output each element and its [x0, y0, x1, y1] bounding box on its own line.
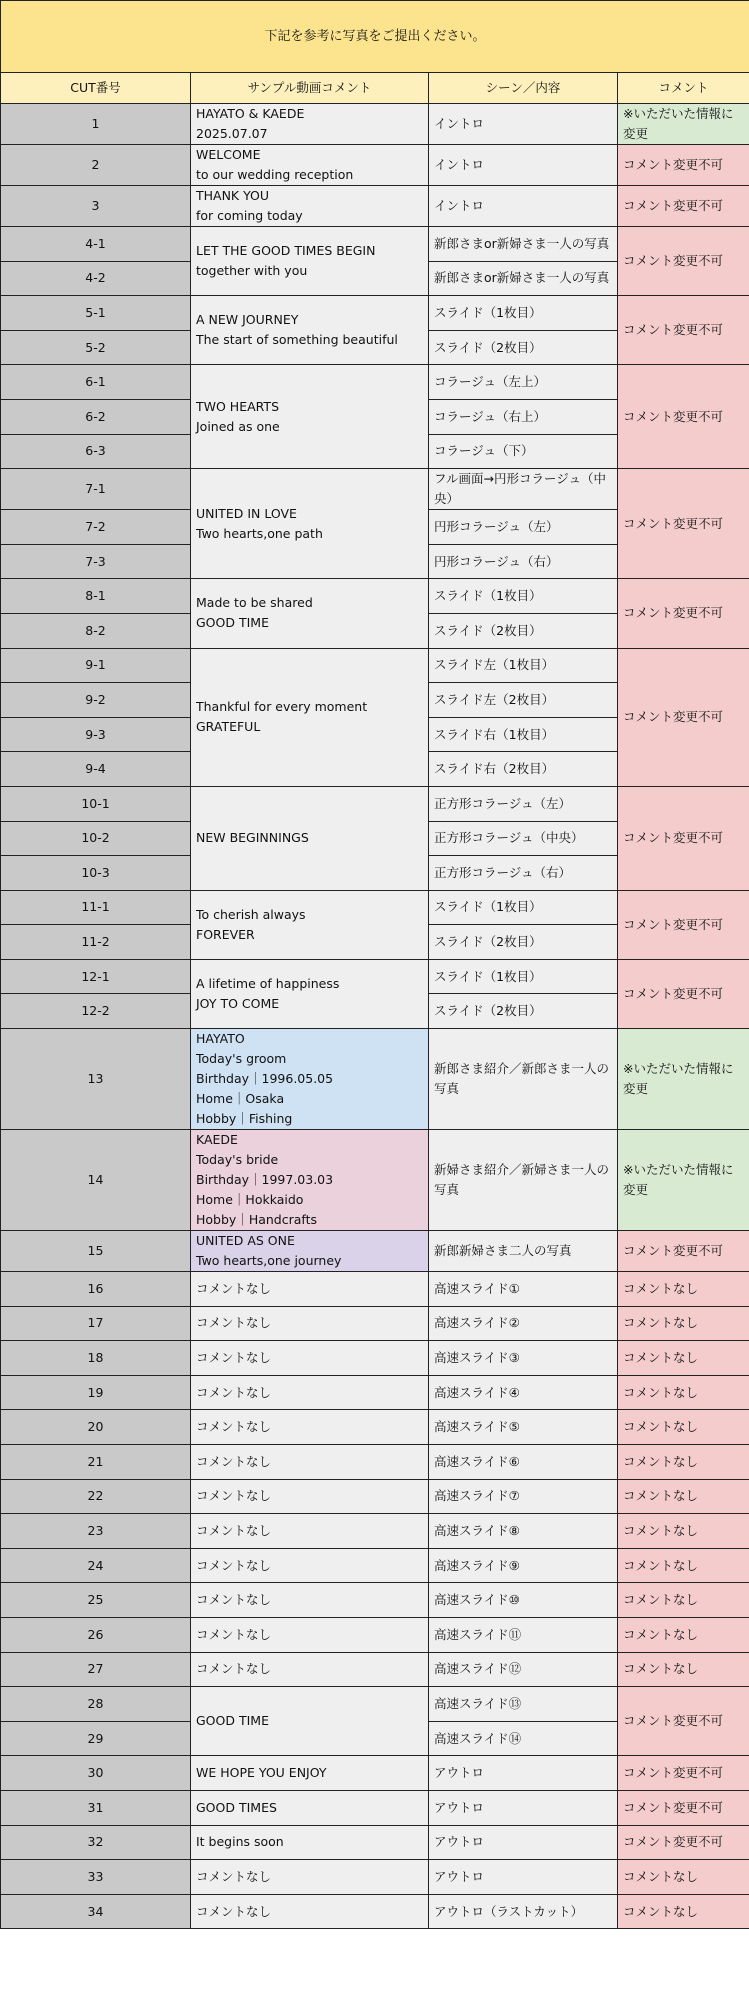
- table-row: [1, 786, 749, 821]
- comment-note-cell: コメントなし: [618, 1652, 749, 1687]
- scene-cell: 高速スライド⑫: [429, 1652, 618, 1687]
- scene-cell: スライド右（2枚目）: [429, 752, 618, 787]
- scene-cell: 高速スライド⑬: [429, 1687, 618, 1722]
- scene-cell: アウトロ: [429, 1825, 618, 1860]
- sample-comment-cell: KAEDE Today's bride Birthday｜1997.03.03 Home｜Hokkaido Hobby｜Handcrafts: [191, 1130, 429, 1231]
- cut-number-cell: 12-1: [1, 959, 191, 994]
- comment-note-cell: コメントなし: [618, 1445, 749, 1480]
- sample-comment-cell: コメントなし: [191, 1652, 429, 1687]
- table-row: [1, 959, 749, 994]
- cut-number-cell: 2: [1, 145, 191, 186]
- table-row: [1, 1375, 749, 1410]
- cut-number-cell: 32: [1, 1825, 191, 1860]
- cut-number-cell: 21: [1, 1445, 191, 1480]
- sample-comment-cell: コメントなし: [191, 1445, 429, 1480]
- sample-comment-cell: コメントなし: [191, 1341, 429, 1376]
- scene-cell: アウトロ（ラストカット）: [429, 1894, 618, 1929]
- scene-cell: 新郎さまor新婦さま一人の写真: [429, 227, 618, 262]
- cut-number-cell: 25: [1, 1583, 191, 1618]
- scene-cell: コラージュ（下）: [429, 434, 618, 469]
- table-row: [1, 1860, 749, 1895]
- sample-comment-cell: Thankful for every moment GRATEFUL: [191, 648, 429, 786]
- comment-note-cell: コメント変更不可: [618, 186, 749, 227]
- scene-cell: 正方形コラージュ（中央）: [429, 821, 618, 856]
- cut-number-cell: 10-3: [1, 856, 191, 891]
- comment-note-cell: コメント変更不可: [618, 145, 749, 186]
- sample-comment-cell: Made to be shared GOOD TIME: [191, 579, 429, 648]
- table-row: [1, 145, 749, 186]
- cut-number-cell: 6-2: [1, 399, 191, 434]
- cut-number-cell: 4-2: [1, 261, 191, 296]
- scene-cell: 新郎さまor新婦さま一人の写真: [429, 261, 618, 296]
- cut-number-cell: 10-2: [1, 821, 191, 856]
- sample-comment-cell: コメントなし: [191, 1375, 429, 1410]
- table-row: [1, 1894, 749, 1929]
- comment-note-cell: コメント変更不可: [618, 579, 749, 648]
- scene-cell: 正方形コラージュ（右）: [429, 856, 618, 891]
- scene-cell: スライド左（1枚目）: [429, 648, 618, 683]
- scene-cell: スライド（1枚目）: [429, 959, 618, 994]
- cut-number-cell: 3: [1, 186, 191, 227]
- comment-note-cell: コメントなし: [618, 1618, 749, 1653]
- cut-number-cell: 8-2: [1, 613, 191, 648]
- sample-comment-cell: NEW BEGINNINGS: [191, 786, 429, 890]
- cut-number-cell: 28: [1, 1687, 191, 1722]
- sample-comment-cell: GOOD TIMES: [191, 1790, 429, 1825]
- table-row: [1, 1445, 749, 1480]
- table-body: [1, 104, 749, 1929]
- comment-note-cell: コメントなし: [618, 1860, 749, 1895]
- table-row: [1, 365, 749, 400]
- sample-comment-cell: GOOD TIME: [191, 1687, 429, 1756]
- cut-number-cell: 7-1: [1, 469, 191, 510]
- scene-cell: イントロ: [429, 104, 618, 145]
- sample-comment-cell: コメントなし: [191, 1479, 429, 1514]
- table-row: [1, 104, 749, 145]
- comment-note-cell: コメントなし: [618, 1341, 749, 1376]
- cut-number-cell: 27: [1, 1652, 191, 1687]
- table-row: [1, 1652, 749, 1687]
- table-row: [1, 1130, 749, 1231]
- scene-cell: 高速スライド④: [429, 1375, 618, 1410]
- comment-note-cell: コメント変更不可: [618, 786, 749, 890]
- cut-number-cell: 6-3: [1, 434, 191, 469]
- comment-note-cell: ※いただいた情報に変更: [618, 104, 749, 145]
- scene-cell: フル画面→円形コラージュ（中央）: [429, 469, 618, 510]
- sample-comment-cell: コメントなし: [191, 1272, 429, 1307]
- table-row: [1, 579, 749, 614]
- cut-number-cell: 23: [1, 1514, 191, 1549]
- scene-cell: コラージュ（右上）: [429, 399, 618, 434]
- scene-cell: 新郎新婦さま二人の写真: [429, 1231, 618, 1272]
- table-row: [1, 1341, 749, 1376]
- header-scene: シーン／内容: [429, 73, 618, 104]
- scene-cell: 新婦さま紹介／新婦さま一人の写真: [429, 1130, 618, 1231]
- scene-cell: 高速スライド③: [429, 1341, 618, 1376]
- scene-cell: 高速スライド①: [429, 1272, 618, 1307]
- comment-note-cell: コメント変更不可: [618, 365, 749, 469]
- sample-comment-cell: UNITED AS ONE Two hearts,one journey: [191, 1231, 429, 1272]
- scene-cell: 高速スライド②: [429, 1306, 618, 1341]
- comment-note-cell: コメント変更不可: [618, 1790, 749, 1825]
- scene-cell: 円形コラージュ（左）: [429, 510, 618, 545]
- cut-number-cell: 12-2: [1, 994, 191, 1029]
- sample-comment-cell: コメントなし: [191, 1618, 429, 1653]
- sample-comment-cell: TWO HEARTS Joined as one: [191, 365, 429, 469]
- sample-comment-cell: コメントなし: [191, 1410, 429, 1445]
- scene-cell: スライド左（2枚目）: [429, 683, 618, 718]
- scene-cell: スライド（2枚目）: [429, 994, 618, 1029]
- sample-comment-cell: コメントなし: [191, 1548, 429, 1583]
- scene-cell: イントロ: [429, 186, 618, 227]
- sample-comment-cell: UNITED IN LOVE Two hearts,one path: [191, 469, 429, 579]
- scene-cell: イントロ: [429, 145, 618, 186]
- table-row: [1, 469, 749, 510]
- comment-note-cell: コメント変更不可: [618, 1231, 749, 1272]
- cut-number-cell: 33: [1, 1860, 191, 1895]
- comment-note-cell: コメント変更不可: [618, 469, 749, 579]
- scene-cell: 高速スライド⑤: [429, 1410, 618, 1445]
- cut-number-cell: 4-1: [1, 227, 191, 262]
- comment-note-cell: ※いただいた情報に変更: [618, 1029, 749, 1130]
- comment-note-cell: コメント変更不可: [618, 959, 749, 1028]
- comment-note-cell: コメントなし: [618, 1375, 749, 1410]
- scene-cell: 高速スライド⑨: [429, 1548, 618, 1583]
- comment-note-cell: コメント変更不可: [618, 1825, 749, 1860]
- sample-comment-cell: A lifetime of happiness JOY TO COME: [191, 959, 429, 1028]
- comment-note-cell: コメントなし: [618, 1410, 749, 1445]
- scene-cell: スライド（1枚目）: [429, 890, 618, 925]
- cut-number-cell: 5-2: [1, 330, 191, 365]
- table-row: [1, 1479, 749, 1514]
- scene-cell: 高速スライド⑪: [429, 1618, 618, 1653]
- comment-note-cell: コメントなし: [618, 1306, 749, 1341]
- sample-comment-cell: コメントなし: [191, 1514, 429, 1549]
- cut-number-cell: 11-2: [1, 925, 191, 960]
- sample-comment-cell: コメントなし: [191, 1306, 429, 1341]
- cut-number-cell: 34: [1, 1894, 191, 1929]
- cut-number-cell: 8-1: [1, 579, 191, 614]
- comment-note-cell: コメント変更不可: [618, 1756, 749, 1791]
- comment-note-cell: コメント変更不可: [618, 648, 749, 786]
- table-row: [1, 1029, 749, 1130]
- sample-comment-cell: WE HOPE YOU ENJOY: [191, 1756, 429, 1791]
- scene-cell: 高速スライド⑭: [429, 1721, 618, 1756]
- cut-number-cell: 18: [1, 1341, 191, 1376]
- comment-note-cell: ※いただいた情報に変更: [618, 1130, 749, 1231]
- instruction-banner: 下記を参考に写真をご提出ください。: [1, 1, 749, 73]
- cut-number-cell: 29: [1, 1721, 191, 1756]
- scene-cell: スライド右（1枚目）: [429, 717, 618, 752]
- comment-note-cell: コメントなし: [618, 1894, 749, 1929]
- sample-comment-cell: コメントなし: [191, 1894, 429, 1929]
- comment-note-cell: コメント変更不可: [618, 227, 749, 296]
- table-row: [1, 1514, 749, 1549]
- sample-comment-cell: A NEW JOURNEY The start of something beautiful: [191, 296, 429, 365]
- cut-number-cell: 30: [1, 1756, 191, 1791]
- cut-number-cell: 5-1: [1, 296, 191, 331]
- scene-cell: 高速スライド⑥: [429, 1445, 618, 1480]
- cut-number-cell: 13: [1, 1029, 191, 1130]
- table-row: [1, 1756, 749, 1791]
- cut-number-cell: 9-4: [1, 752, 191, 787]
- cut-number-cell: 20: [1, 1410, 191, 1445]
- cut-number-cell: 9-2: [1, 683, 191, 718]
- table-row: [1, 1790, 749, 1825]
- sample-comment-cell: コメントなし: [191, 1860, 429, 1895]
- cut-number-cell: 22: [1, 1479, 191, 1514]
- cut-number-cell: 17: [1, 1306, 191, 1341]
- sample-comment-cell: コメントなし: [191, 1583, 429, 1618]
- comment-note-cell: コメントなし: [618, 1272, 749, 1307]
- comment-note-cell: コメント変更不可: [618, 296, 749, 365]
- cut-number-cell: 26: [1, 1618, 191, 1653]
- comment-note-cell: コメント変更不可: [618, 1687, 749, 1756]
- sample-comment-cell: THANK YOU for coming today: [191, 186, 429, 227]
- scene-cell: アウトロ: [429, 1790, 618, 1825]
- sample-comment-cell: To cherish always FOREVER: [191, 890, 429, 959]
- comment-note-cell: コメントなし: [618, 1548, 749, 1583]
- scene-cell: 新郎さま紹介／新郎さま一人の写真: [429, 1029, 618, 1130]
- scene-cell: スライド（1枚目）: [429, 296, 618, 331]
- scene-cell: アウトロ: [429, 1756, 618, 1791]
- sample-comment-cell: HAYATO & KAEDE 2025.07.07: [191, 104, 429, 145]
- header-comment: コメント: [618, 73, 749, 104]
- cut-number-cell: 10-1: [1, 786, 191, 821]
- cut-number-cell: 16: [1, 1272, 191, 1307]
- cut-number-cell: 1: [1, 104, 191, 145]
- cut-number-cell: 7-3: [1, 544, 191, 579]
- sample-comment-cell: It begins soon: [191, 1825, 429, 1860]
- scene-cell: コラージュ（左上）: [429, 365, 618, 400]
- cut-number-cell: 7-2: [1, 510, 191, 545]
- table-row: [1, 1410, 749, 1445]
- cut-number-cell: 24: [1, 1548, 191, 1583]
- cut-number-cell: 15: [1, 1231, 191, 1272]
- scene-cell: アウトロ: [429, 1860, 618, 1895]
- cut-number-cell: 19: [1, 1375, 191, 1410]
- table-row: [1, 1272, 749, 1307]
- scene-cell: 円形コラージュ（右）: [429, 544, 618, 579]
- comment-note-cell: コメントなし: [618, 1583, 749, 1618]
- header-sample-comment: サンプル動画コメント: [191, 73, 429, 104]
- scene-cell: 高速スライド⑦: [429, 1479, 618, 1514]
- comment-note-cell: コメントなし: [618, 1514, 749, 1549]
- sample-comment-cell: LET THE GOOD TIMES BEGIN together with you: [191, 227, 429, 296]
- table-row: [1, 296, 749, 331]
- scene-cell: 高速スライド⑩: [429, 1583, 618, 1618]
- cut-number-cell: 11-1: [1, 890, 191, 925]
- scene-cell: スライド（2枚目）: [429, 613, 618, 648]
- scene-cell: スライド（1枚目）: [429, 579, 618, 614]
- cut-number-cell: 31: [1, 1790, 191, 1825]
- sample-comment-cell: HAYATO Today's groom Birthday｜1996.05.05 Home｜Osaka Hobby｜Fishing: [191, 1029, 429, 1130]
- scene-cell: 正方形コラージュ（左）: [429, 786, 618, 821]
- sample-comment-cell: WELCOME to our wedding reception: [191, 145, 429, 186]
- cut-number-cell: 9-1: [1, 648, 191, 683]
- table-row: [1, 890, 749, 925]
- table-row: [1, 227, 749, 262]
- table-row: [1, 1548, 749, 1583]
- table-row: [1, 1825, 749, 1860]
- comment-note-cell: コメントなし: [618, 1479, 749, 1514]
- comment-note-cell: コメント変更不可: [618, 890, 749, 959]
- cut-number-cell: 14: [1, 1130, 191, 1231]
- table-row: [1, 648, 749, 683]
- cut-number-cell: 6-1: [1, 365, 191, 400]
- table-row: [1, 1687, 749, 1722]
- scene-cell: スライド（2枚目）: [429, 330, 618, 365]
- cut-number-cell: 9-3: [1, 717, 191, 752]
- table-row: [1, 186, 749, 227]
- table-row: [1, 1231, 749, 1272]
- scene-cell: スライド（2枚目）: [429, 925, 618, 960]
- table-row: [1, 1583, 749, 1618]
- table-row: [1, 1306, 749, 1341]
- table-row: [1, 1618, 749, 1653]
- scene-cell: 高速スライド⑧: [429, 1514, 618, 1549]
- header-cut-number: CUT番号: [1, 73, 191, 104]
